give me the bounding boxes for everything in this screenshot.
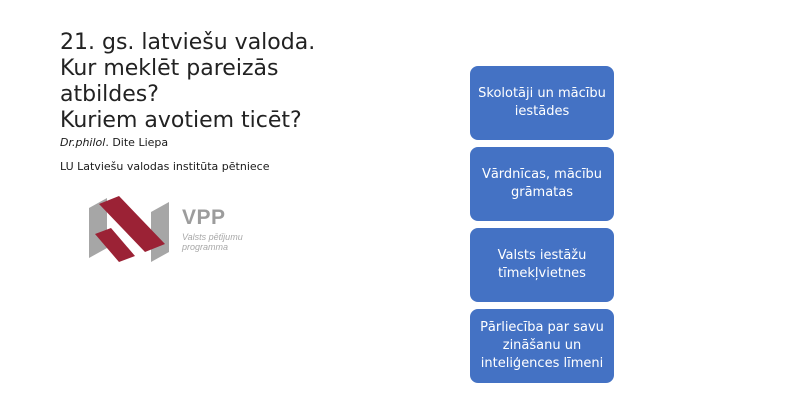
author-degree: Dr.philol: [60, 136, 106, 149]
logo-subtitle-line-2: programma: [182, 242, 229, 252]
title-line-4: Kuriem avotiem ticēt?: [60, 108, 302, 133]
title-line-3: atbildes?: [60, 82, 159, 107]
author-name: . Dite Liepa: [105, 136, 169, 149]
logo-abbr: VPP: [182, 206, 226, 229]
card-confidence-label: Pārliecība par savu zināšanu un inteliģences līmeni: [480, 320, 604, 371]
card-websites-label: Valsts iestāžu tīmekļvietnes: [497, 248, 587, 281]
author-line: [60, 136, 168, 149]
card-dictionaries: [470, 147, 614, 221]
logo-subtitle: [182, 232, 243, 252]
slide-title: [60, 30, 360, 134]
affiliation: LU Latviešu valodas institūta pētniece: [60, 160, 270, 173]
vpp-logo-icon: [85, 194, 175, 266]
title-line-1: 21. gs. latviešu valoda.: [60, 30, 316, 55]
card-confidence: [470, 309, 614, 383]
title-line-2: Kur meklēt pareizās: [60, 56, 279, 81]
card-teachers: [470, 66, 614, 140]
card-dictionaries-label: Vārdnīcas, mācību grāmatas: [481, 167, 603, 200]
card-websites: [470, 228, 614, 302]
logo-subtitle-line-1: Valsts pētījumu: [182, 232, 243, 242]
logo-gray-shape-right: [151, 202, 169, 262]
card-teachers-label: Skolotāji un mācību iestādes: [478, 86, 606, 119]
